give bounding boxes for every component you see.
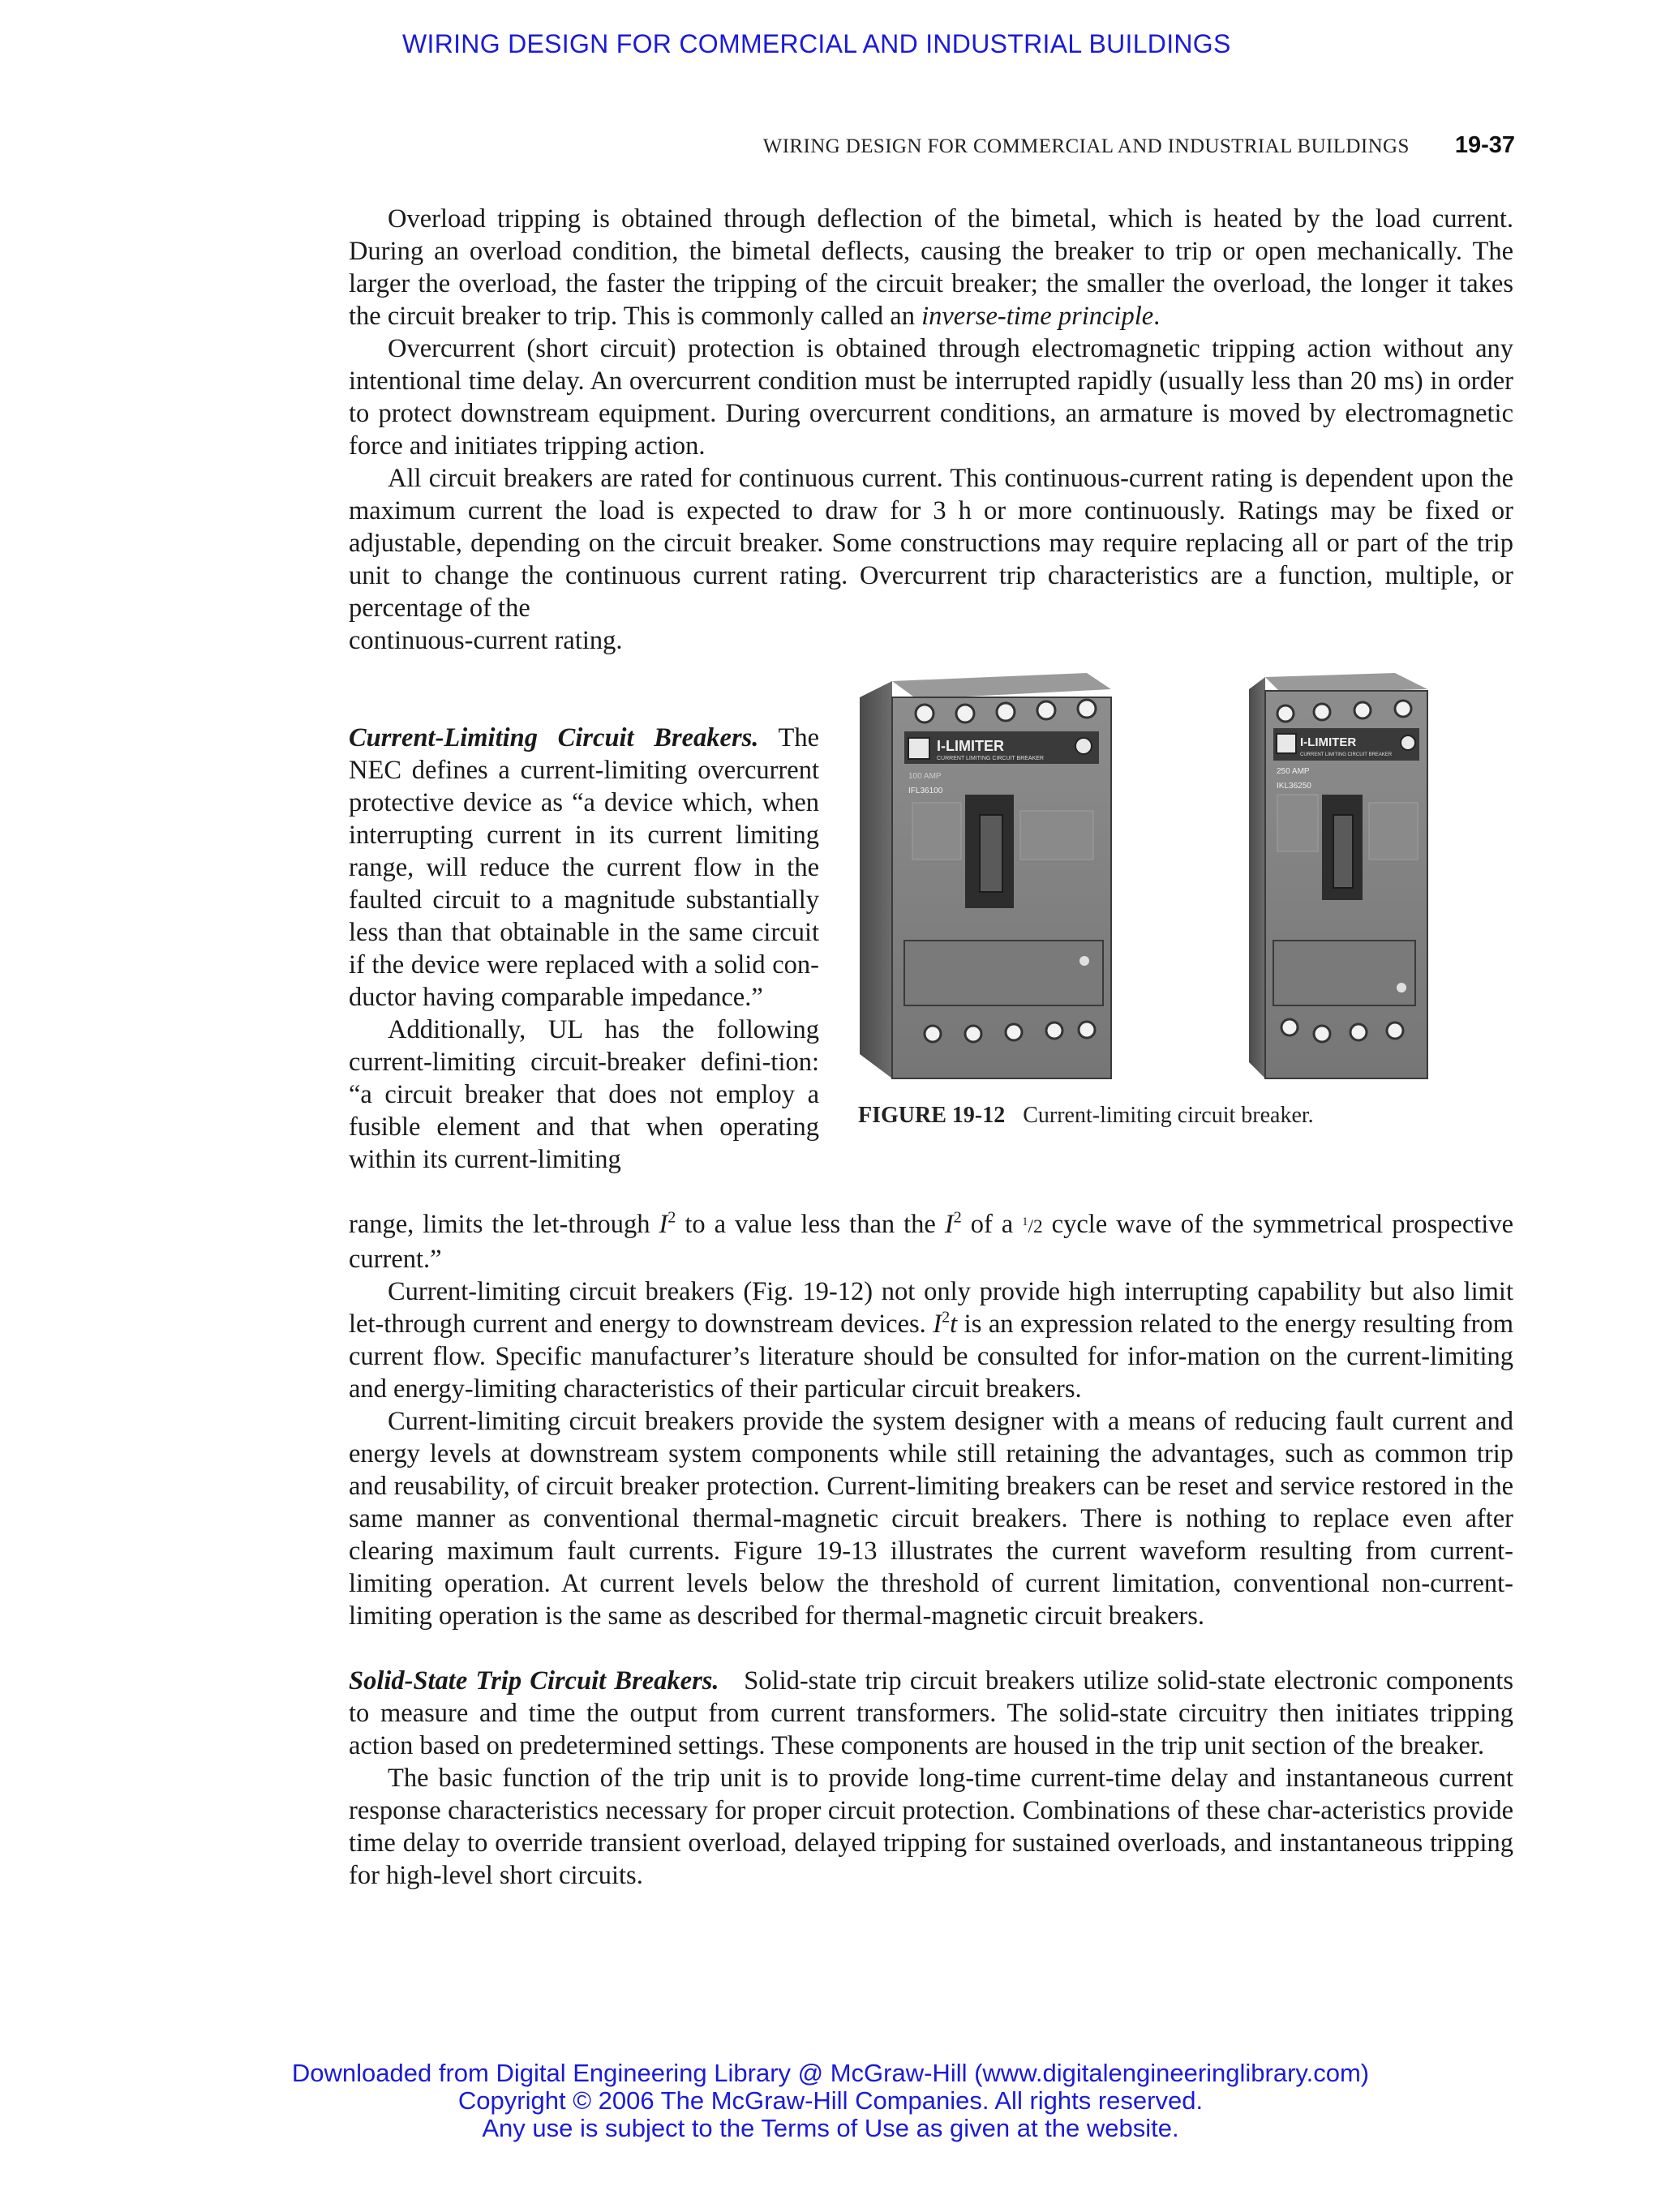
footer-copyright-line: Copyright © 2006 The McGraw-Hill Companies. All rights reserved.: [457, 2086, 1204, 2115]
symbol-t: t: [950, 1310, 958, 1339]
superscript: 2: [942, 1308, 951, 1327]
left-breaker-catalog: IFL36100: [908, 787, 943, 795]
paragraph-text: .: [1153, 302, 1161, 331]
paragraph-text: to a value less than the: [676, 1210, 945, 1239]
figure-circuit-breakers: [843, 673, 1444, 1095]
figure-caption-text: Current-limiting circuit breaker.: [1023, 1103, 1314, 1128]
paragraph-text: of a: [961, 1210, 1023, 1239]
fraction-numerator: 1: [1022, 1215, 1028, 1229]
paragraph-solid-state: [349, 1665, 1513, 1762]
paragraph-ul-definition-tail: [349, 1208, 1513, 1275]
section-heading-solid-state: Solid-State Trip Circuit Breakers.: [349, 1666, 719, 1695]
left-breaker-brand: I-LIMITER: [937, 738, 1004, 754]
paragraph-system-designer: Current-limiting circuit breakers provide the system designer with a means of reducing fault current and energy levels at downstream system components while still retaining the advantages, such as common trip and reusability, of circuit breaker protection. Current-limiting breakers can be reset and service restored in the same manner as conventional thermal-magnetic circuit breakers. There is nothing to replace even after clearing maximum fault currents. Figure 19-13 illustrates the current waveform resulting from current-limiting operation. At current levels below the threshold of current limitation, conventional non-current-limiting operation is the same as described for thermal-magnetic circuit breakers.: [349, 1407, 1513, 1631]
circuit-breaker-illustration: [843, 673, 1444, 1095]
fraction-half: $^1$/2: [1022, 1215, 1043, 1237]
figure-label: FIGURE 19-12: [858, 1103, 1006, 1128]
paragraph-text: Overload tripping is obtained through deflection of the bimetal, which is heated by the load current. During an overload condition, the bimetal deflects, causing the breaker to trip or open mechanically. The larger the overload, the faster the tripping of the circuit breaker; the smaller the overload, the longer it takes the circuit breaker to trip. This is commonly called an: [349, 204, 1513, 331]
paragraph-overcurrent: Overcurrent (short circuit) protection is obtained through electromagnetic tripping action without any intentional time delay. An overcurrent condition must be interrupted rapidly (usually less than 20 ms) in order to protect downstream equipment. During overcurrent conditions, an armature is moved by electromagnetic force and initiates tripping action.: [349, 334, 1513, 461]
figure-caption: [858, 1103, 1314, 1129]
section-heading-current-limiting: Current-Limiting Circuit Breakers.: [349, 723, 759, 752]
right-breaker-subtitle: CURRENT LIMITING CIRCUIT BREAKER: [1300, 752, 1393, 757]
symbol-i: I: [933, 1310, 942, 1339]
paragraph-text: Solid-state trip circuit breakers utilize solid-state electronic components to measure and time the output from current transformers. The solid-state circuitry then initiates tripping action based on predetermined settings. These components are housed in the trip unit section of the breaker.: [349, 1666, 1513, 1760]
emphasis-term: inverse-time principle: [921, 302, 1154, 331]
paragraph-ratings: All circuit breakers are rated for continuous current. This continuous-current rating is dependent upon the maximum current the load is expected to draw for 3 h or more continuously. Ratings may be fixed or adjustable, depending on the circuit breaker. Some constructions may require replacing all or part of the trip unit to change the continuous current rating. Overcurrent trip characteristics are a function, multiple, or percentage of the: [349, 464, 1513, 623]
running-head: [349, 132, 1515, 159]
paragraph-text: Current-limiting circuit breakers (Fig. 19-12) not only provide high interrupting capability but also limit let-through current and energy to downstream devices.: [349, 1277, 1513, 1339]
download-footer: [0, 2060, 1661, 2142]
page-number: 19-37: [1454, 132, 1515, 158]
right-breaker-brand: I-LIMITER: [1300, 735, 1357, 749]
symbol-i: I: [944, 1210, 954, 1239]
footer-terms-line: Any use is subject to the Terms of Use as given at the website.: [482, 2114, 1179, 2142]
body-top: [349, 203, 1513, 657]
paragraph-ul-definition: Additionally, UL has the following current-limiting circuit-breaker defini-tion: “a circuit breaker that does not employ a fusible element and that when operating within its current-limiting: [349, 1015, 819, 1174]
source-banner: WIRING DESIGN FOR COMMERCIAL AND INDUSTRIAL BUILDINGS: [402, 29, 1231, 58]
right-breaker: [1249, 673, 1427, 1078]
left-breaker: [860, 673, 1111, 1078]
footer-download-line: Downloaded from Digital Engineering Library @ McGraw-Hill (www.digitalengineeringlibrary.com): [291, 2059, 1370, 2087]
paragraph-text: The NEC defines a current-limiting overcurrent protective device as “a device which, when interrupting current in its current limiting range, will reduce the current flow in the faulted circuit to a magnitude substantially less than that obtainable in the same circuit if the device were replaced with a solid con-ductor having comparable impedance.”: [349, 723, 819, 1012]
fraction-denominator: 2: [1032, 1216, 1043, 1237]
paragraph-text: is an expression related to the energy resulting from current flow. Specific manufacturer’s literature should be consulted for infor-mation on the current-limiting and energy-limiting characteristics of their particular circuit breakers.: [349, 1310, 1513, 1404]
body-bottom: [349, 1208, 1513, 1892]
paragraph-current-limiting-energy: [349, 1275, 1513, 1405]
body-wrap: [349, 722, 819, 1176]
paragraph-ratings-tail: continuous-current rating.: [349, 626, 623, 655]
paragraph-overload: [349, 203, 1513, 332]
left-breaker-subtitle: CURRENT LIMITING CIRCUIT BREAKER: [937, 756, 1044, 761]
paragraph-text: cycle wave of the symmetrical prospective current.”: [349, 1210, 1513, 1274]
paragraph-current-limiting: [349, 722, 819, 1014]
superscript: 2: [953, 1208, 962, 1227]
right-breaker-rating: 250 AMP: [1277, 767, 1310, 776]
paragraph-text: range, limits the let-through: [349, 1210, 659, 1239]
paragraph-trip-unit: The basic function of the trip unit is to provide long-time current-time delay and instantaneous current response characteristics necessary for proper circuit protection. Combinations of these char-acteristics provide time delay to override transient overload, delayed tripping for sustained overloads, and instantaneous tripping for high-level short circuits.: [349, 1764, 1513, 1890]
left-breaker-rating: 100 AMP: [908, 772, 942, 781]
symbol-i: I: [659, 1210, 668, 1239]
superscript: 2: [667, 1208, 676, 1227]
right-breaker-catalog: IKL36250: [1277, 782, 1311, 791]
running-head-title: WIRING DESIGN FOR COMMERCIAL AND INDUSTRIAL BUILDINGS: [762, 135, 1410, 157]
